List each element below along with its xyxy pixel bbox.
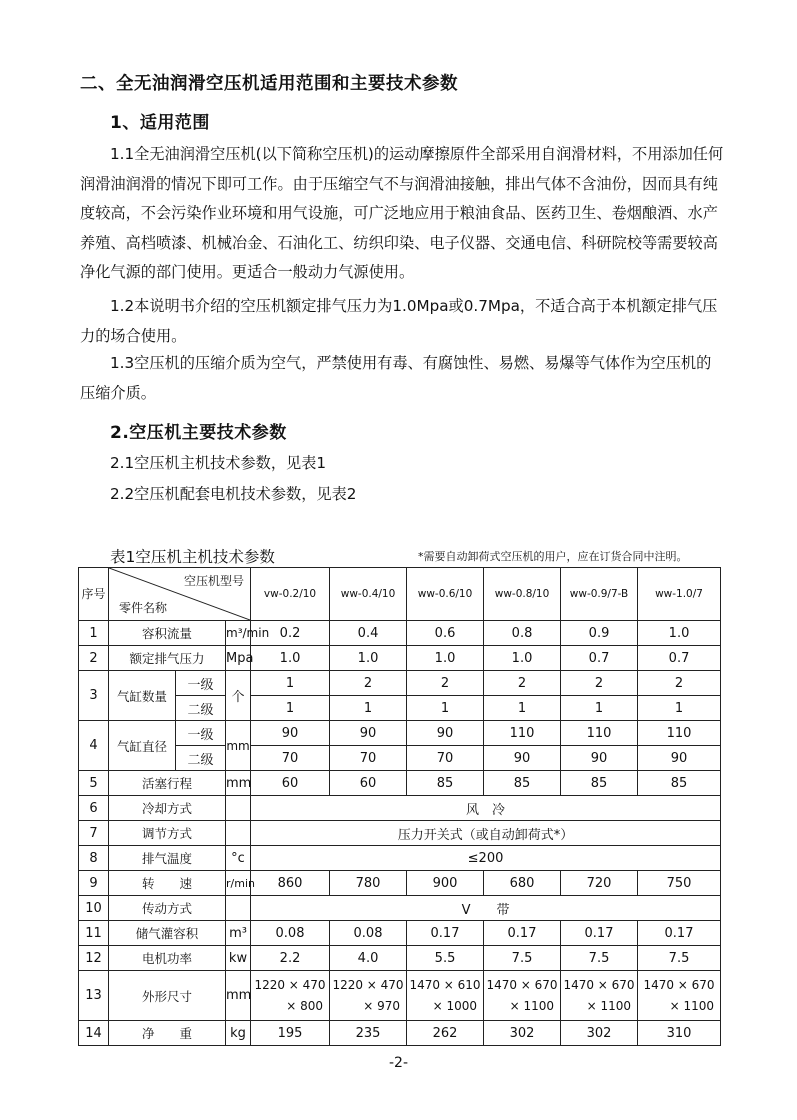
row-no: 4 [79, 721, 109, 771]
table-row [79, 1021, 721, 1046]
cell: 0.7 [638, 646, 721, 671]
cell: 1.0 [407, 646, 484, 671]
cell: 70 [407, 746, 484, 771]
stage-label: 二级 [176, 746, 226, 771]
dim-cell: 1470 × 670 × 1100 [484, 971, 561, 1021]
row-unit [226, 896, 251, 921]
cell: 70 [251, 746, 330, 771]
model-header: ww-1.0/7 [638, 568, 721, 621]
cell: 195 [251, 1021, 330, 1046]
row-name: 额定排气压力 [109, 646, 226, 671]
table-row [79, 846, 721, 871]
row-unit: m³ [226, 921, 251, 946]
table-row [79, 896, 721, 921]
cell: 262 [407, 1021, 484, 1046]
cell: 1.0 [638, 621, 721, 646]
dim-cell: 1220 × 470 × 970 [330, 971, 407, 1021]
table-row [79, 746, 721, 771]
row-name: 外形尺寸 [109, 971, 226, 1021]
cell: 302 [484, 1021, 561, 1046]
row-unit [226, 796, 251, 821]
row-name: 调节方式 [109, 821, 226, 846]
row-name: 容积流量 [109, 621, 226, 646]
cell: 0.17 [484, 921, 561, 946]
cell: 7.5 [638, 946, 721, 971]
span-cell: 压力开关式（或自动卸荷式*） [251, 821, 721, 846]
cell: 900 [407, 871, 484, 896]
dim-cell: 1470 × 670 × 1100 [561, 971, 638, 1021]
row-name: 转 速 [109, 871, 226, 896]
seq-header: 序号 [79, 568, 109, 621]
cell: 7.5 [561, 946, 638, 971]
cell: 90 [638, 746, 721, 771]
row-no: 8 [79, 846, 109, 871]
row-unit: 个 [226, 671, 251, 721]
cell: 4.0 [330, 946, 407, 971]
cell: 60 [330, 771, 407, 796]
cell: 1 [330, 696, 407, 721]
cell: 0.8 [484, 621, 561, 646]
row-name: 传动方式 [109, 896, 226, 921]
table-row [79, 671, 721, 696]
cell: 680 [484, 871, 561, 896]
table-row [79, 921, 721, 946]
line-2-1: 2.1空压机主机技术参数，见表1 [110, 454, 327, 472]
row-name: 电机功率 [109, 946, 226, 971]
row-unit: mm [226, 771, 251, 796]
row-unit [226, 821, 251, 846]
table-row [79, 796, 721, 821]
row-no: 11 [79, 921, 109, 946]
cell: 2 [484, 671, 561, 696]
stage-label: 二级 [176, 696, 226, 721]
span-cell: V 带 [251, 896, 721, 921]
row-name: 气缸直径 [109, 721, 176, 771]
span-cell: 风 冷 [251, 796, 721, 821]
model-axis-label: 空压机型号 [184, 574, 245, 588]
table-row [79, 771, 721, 796]
cell: 1.0 [251, 646, 330, 671]
cell: 2 [407, 671, 484, 696]
row-unit: m³/min [226, 621, 251, 646]
cell: 110 [561, 721, 638, 746]
model-header: ww-0.8/10 [484, 568, 561, 621]
paragraph-1-1: 1.1全无油润滑空压机(以下简称空压机)的运动摩擦原件全部采用自润滑材料，不用添加任何润滑油润滑的情况下即可工作。由于压缩空气不与润滑油接触，排出气体不含油份，因而具有纯度较高，不会污染作业环境和用气设施，可广泛地应用于粮油食品、医药卫生、卷烟酿酒、水产养殖、高档喷漆、机械冶金、石油化工、纺织印染、电子仪器、交通电信、科研院校等需要较高净化气源的部门使用。更适合一般动力气源使用。 [80, 145, 724, 281]
cell: 0.7 [561, 646, 638, 671]
table-row [79, 946, 721, 971]
dim-cell: 1470 × 670 × 1100 [638, 971, 721, 1021]
cell: 7.5 [484, 946, 561, 971]
cell: 0.17 [638, 921, 721, 946]
paragraph-1-3: 1.3空压机的压缩介质为空气，严禁使用有毒、有腐蚀性、易燃、易爆等气体作为空压机的压缩介质。 [80, 354, 712, 402]
cell: 70 [330, 746, 407, 771]
table-row [79, 821, 721, 846]
dim-cell: 1470 × 610 × 1000 [407, 971, 484, 1021]
table-note: *需要自动卸荷式空压机的用户，应在订货合同中注明。 [418, 550, 688, 563]
cell: 310 [638, 1021, 721, 1046]
cell: 750 [638, 871, 721, 896]
cell: 0.6 [407, 621, 484, 646]
row-unit: °c [226, 846, 251, 871]
table-row [79, 721, 721, 746]
row-unit: r/min [226, 871, 251, 896]
cell: 1.0 [330, 646, 407, 671]
cell: 90 [330, 721, 407, 746]
spec-table [78, 567, 721, 1046]
diagonal-header [109, 568, 251, 621]
cell: 0.17 [407, 921, 484, 946]
row-no: 1 [79, 621, 109, 646]
cell: 235 [330, 1021, 407, 1046]
row-no: 12 [79, 946, 109, 971]
dim-cell: 1220 × 470 × 800 [251, 971, 330, 1021]
model-header: ww-0.9/7-B [561, 568, 638, 621]
cell: 60 [251, 771, 330, 796]
cell: 1 [484, 696, 561, 721]
row-no: 6 [79, 796, 109, 821]
cell: 1 [407, 696, 484, 721]
subsection-title-params: 2.空压机主要技术参数 [110, 423, 287, 443]
row-no: 10 [79, 896, 109, 921]
stage-label: 一级 [176, 721, 226, 746]
row-no: 5 [79, 771, 109, 796]
row-name: 净 重 [109, 1021, 226, 1046]
page-number: -2- [388, 1055, 408, 1071]
cell: 85 [484, 771, 561, 796]
row-name: 冷却方式 [109, 796, 226, 821]
cell: 90 [561, 746, 638, 771]
row-no: 2 [79, 646, 109, 671]
line-2-2: 2.2空压机配套电机技术参数，见表2 [110, 485, 357, 503]
row-unit: kg [226, 1021, 251, 1046]
cell: 1.0 [484, 646, 561, 671]
cell: 2 [638, 671, 721, 696]
cell: 85 [407, 771, 484, 796]
cell: 90 [484, 746, 561, 771]
row-no: 13 [79, 971, 109, 1021]
cell: 860 [251, 871, 330, 896]
row-no: 9 [79, 871, 109, 896]
row-unit: mm [226, 971, 251, 1021]
row-unit: kw [226, 946, 251, 971]
cell: 90 [407, 721, 484, 746]
cell: 1 [561, 696, 638, 721]
section-title: 二、全无油润滑空压机适用范围和主要技术参数 [80, 74, 458, 94]
cell: 85 [638, 771, 721, 796]
cell: 302 [561, 1021, 638, 1046]
row-name: 排气温度 [109, 846, 226, 871]
row-unit: Mpa [226, 646, 251, 671]
table-row [79, 696, 721, 721]
cell: 2 [561, 671, 638, 696]
subsection-title-scope: 1、适用范围 [110, 113, 210, 133]
cell: 1 [638, 696, 721, 721]
table-row [79, 646, 721, 671]
cell: 110 [638, 721, 721, 746]
cell: 0.2 [251, 621, 330, 646]
cell: 0.17 [561, 921, 638, 946]
stage-label: 一级 [176, 671, 226, 696]
cell: 780 [330, 871, 407, 896]
model-header: vw-0.2/10 [251, 568, 330, 621]
cell: 720 [561, 871, 638, 896]
cell: 2.2 [251, 946, 330, 971]
model-header: ww-0.4/10 [330, 568, 407, 621]
header-row [79, 568, 721, 621]
part-axis-label: 零件名称 [119, 601, 168, 615]
span-cell: ≤200 [251, 846, 721, 871]
table-row [79, 871, 721, 896]
row-name: 活塞行程 [109, 771, 226, 796]
cell: 0.08 [251, 921, 330, 946]
cell: 0.9 [561, 621, 638, 646]
cell: 85 [561, 771, 638, 796]
cell: 1 [251, 696, 330, 721]
row-name: 气缸数量 [109, 671, 176, 721]
cell: 2 [330, 671, 407, 696]
table-caption: 表1空压机主机技术参数 [110, 548, 275, 566]
cell: 110 [484, 721, 561, 746]
cell: 90 [251, 721, 330, 746]
table-row [79, 971, 721, 1021]
paragraph-1-2: 1.2本说明书介绍的空压机额定排气压力为1.0Mpa或0.7Mpa，不适合高于本机额定排气压力的场合使用。 [80, 297, 718, 345]
row-name: 储气灌容积 [109, 921, 226, 946]
row-unit: mm [226, 721, 251, 771]
table-row [79, 621, 721, 646]
row-no: 7 [79, 821, 109, 846]
cell: 0.08 [330, 921, 407, 946]
cell: 0.4 [330, 621, 407, 646]
cell: 5.5 [407, 946, 484, 971]
cell: 1 [251, 671, 330, 696]
model-header: ww-0.6/10 [407, 568, 484, 621]
row-no: 3 [79, 671, 109, 721]
row-no: 14 [79, 1021, 109, 1046]
